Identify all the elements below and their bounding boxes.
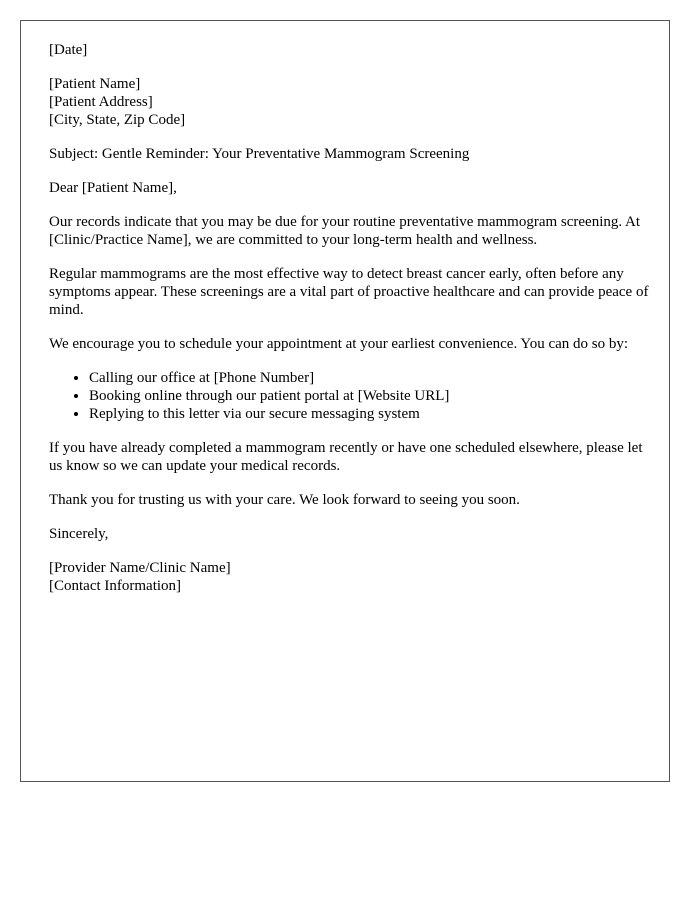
contact-information: [Contact Information]: [49, 578, 182, 594]
signature-block: [49, 559, 649, 595]
body-paragraph: We encourage you to schedule your appointment at your earliest convenience. You can do so by:: [49, 336, 629, 352]
contact-options-list: [49, 369, 649, 423]
letter-salutation: Dear [Patient Name],: [49, 180, 177, 196]
recipient-address: [Patient Address]: [49, 94, 153, 110]
letter-subject: Subject: Gentle Reminder: Your Preventative Mammogram Screening: [49, 146, 470, 162]
provider-name: [Provider Name/Clinic Name]: [49, 560, 231, 576]
letter-date: [Date]: [49, 42, 88, 58]
contact-option-item: • Booking online through our patient portal at [Website URL]: [89, 387, 649, 405]
body-paragraph: Regular mammograms are the most effective way to detect breast cancer early, often before any symptoms appear. These screenings are a vital part of proactive healthcare and can provide peace of mind.: [49, 266, 649, 318]
letter-valediction: Sincerely,: [49, 526, 109, 542]
recipient-address-block: [49, 75, 649, 129]
contact-option-item: • Calling our office at [Phone Number]: [89, 369, 649, 387]
letter-page: [20, 20, 670, 782]
recipient-city-state-zip: [City, State, Zip Code]: [49, 112, 186, 128]
closing-paragraph: Thank you for trusting us with your care. We look forward to seeing you soon.: [49, 492, 520, 508]
body-paragraph: Our records indicate that you may be due for your routine preventative mammogram screening. At [Clinic/Practice Name], we are committed to your long-term health and wellness.: [49, 214, 641, 248]
recipient-name: [Patient Name]: [49, 76, 141, 92]
contact-option-item: • Replying to this letter via our secure messaging system: [89, 405, 649, 423]
closing-paragraph: If you have already completed a mammogram recently or have one scheduled elsewhere, please let us know so we can update your medical records.: [49, 440, 643, 474]
